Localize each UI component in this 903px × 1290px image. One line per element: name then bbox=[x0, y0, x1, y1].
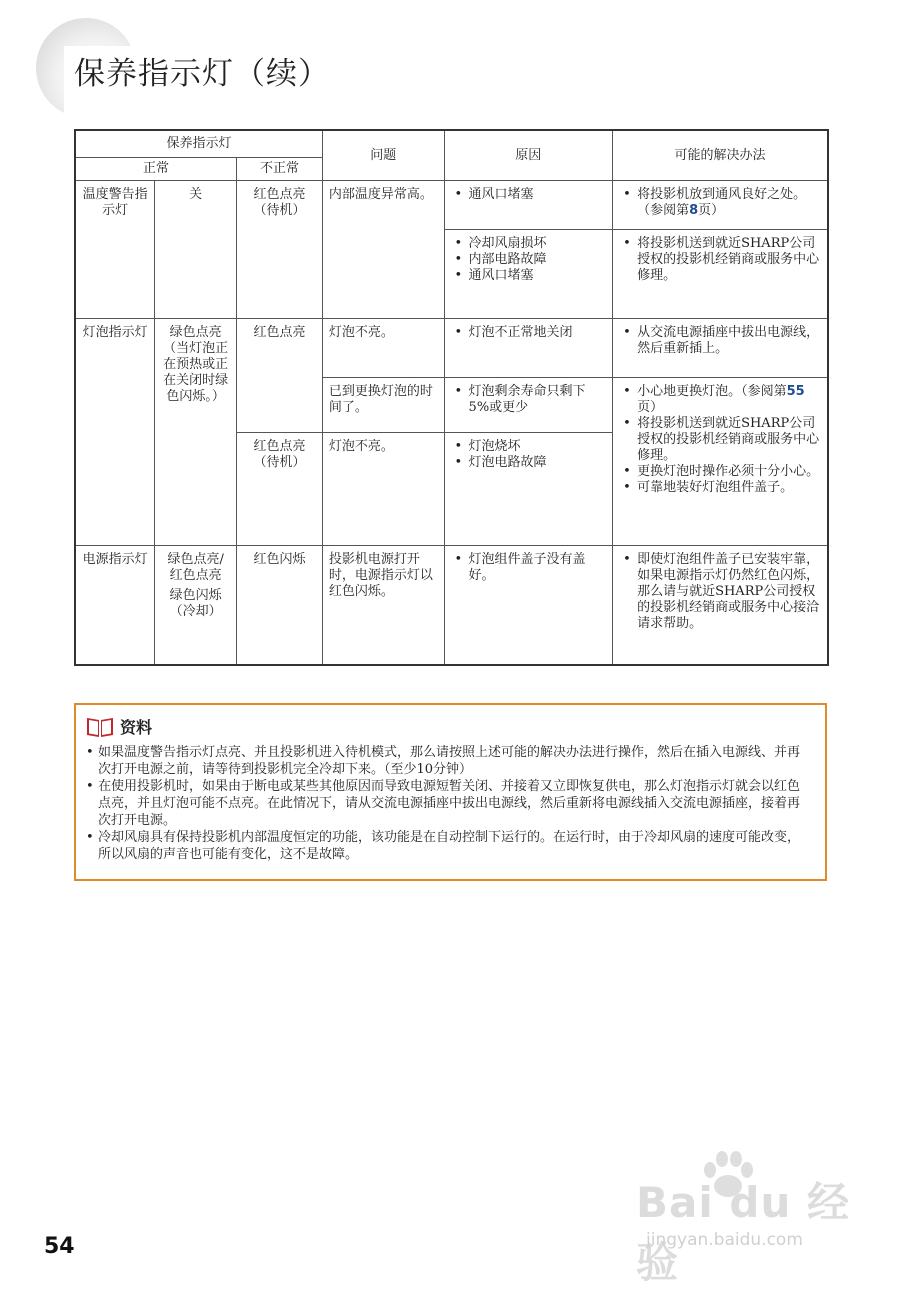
problem: 投影机电源打开时，电源指示灯以红色闪烁。 bbox=[322, 546, 444, 666]
cause-item: • 灯泡电路故障 bbox=[451, 455, 607, 471]
info-title: 资料 bbox=[120, 718, 153, 737]
list-item: • 在使用投影机时，如果由于断电或某些其他原因而导致电源短暂关闭、并接着又立即恢复供电，那么灯泡指示灯就会以红色点亮，并且灯泡可能不点亮。在此情况下，请从交流电源插座中拔出电源线，然后重新将电源线插入交流电源插座，接着再次打开电源。 bbox=[86, 778, 811, 829]
normal-state: 关 bbox=[155, 181, 237, 319]
cause-item: • 通风口堵塞 bbox=[451, 268, 607, 284]
page-ref[interactable]: 55 bbox=[786, 384, 805, 399]
indicator-name: 灯泡指示灯 bbox=[75, 319, 155, 546]
header-row bbox=[75, 130, 828, 158]
page-number: 54 bbox=[44, 1234, 75, 1259]
solution-item: • 即使灯泡组件盖子已安装牢靠，如果电源指示灯仍然红色闪烁，那么请与就近SHARP公司授权的投影机经销商或服务中心接洽请求帮助。 bbox=[619, 552, 821, 632]
indicator-name: 温度警告指示灯 bbox=[75, 181, 155, 319]
cause-item: • 灯泡剩余寿命只剩下5%或更少 bbox=[451, 384, 607, 416]
normal-state: 绿色点亮（当灯泡正在预热或正在关闭时绿色闪烁。） bbox=[155, 319, 237, 546]
header-indicator: 保养指示灯 bbox=[75, 130, 322, 158]
solution-item: • 更换灯泡时操作必须十分小心。 bbox=[619, 464, 821, 480]
problem: 灯泡不亮。 bbox=[322, 319, 444, 378]
solution-item: • 小心地更换灯泡。（参阅第55页） bbox=[619, 384, 821, 416]
watermark-text: Bai du 经验 bbox=[636, 1178, 850, 1287]
indicator-name: 电源指示灯 bbox=[75, 546, 155, 666]
cause-item: • 内部电路故障 bbox=[451, 252, 607, 268]
abnormal-state: 红色点亮（待机） bbox=[237, 433, 323, 546]
normal-state: 绿色点亮/红色点亮 绿色闪烁（冷却） bbox=[155, 546, 237, 666]
table-row bbox=[75, 181, 828, 230]
info-list bbox=[86, 744, 811, 863]
cause-item: • 灯泡不正常地关闭 bbox=[451, 325, 607, 341]
header-solution: 可能的解决办法 bbox=[613, 130, 828, 181]
page-ref[interactable]: 8 bbox=[689, 203, 699, 218]
solution-item: • 可靠地装好灯泡组件盖子。 bbox=[619, 480, 821, 496]
maintenance-indicator-table bbox=[74, 129, 829, 666]
cause-item: • 灯泡组件盖子没有盖好。 bbox=[451, 552, 607, 584]
header-abnormal: 不正常 bbox=[237, 158, 323, 181]
header-normal: 正常 bbox=[75, 158, 237, 181]
watermark-url: jingyan.baidu.com bbox=[646, 1230, 803, 1250]
solution-item: • 从交流电源插座中拔出电源线，然后重新插上。 bbox=[619, 325, 821, 357]
info-header bbox=[86, 715, 811, 738]
abnormal-state: 红色闪烁 bbox=[237, 546, 323, 666]
book-icon bbox=[86, 716, 114, 738]
problem: 灯泡不亮。 bbox=[322, 433, 444, 546]
cause-item: • 灯泡烧坏 bbox=[451, 439, 607, 455]
solution-item: • 将投影机放到通风良好之处。（参阅第8页） bbox=[619, 187, 821, 219]
table-row bbox=[75, 546, 828, 666]
solution-item: • 将投影机送到就近SHARP公司授权的投影机经销商或服务中心修理。 bbox=[619, 416, 821, 464]
table-row bbox=[75, 319, 828, 378]
problem: 已到更换灯泡的时间了。 bbox=[322, 378, 444, 433]
info-box bbox=[74, 703, 827, 881]
list-item: • 如果温度警告指示灯点亮、并且投影机进入待机模式，那么请按照上述可能的解决办法进行操作，然后在插入电源线、并再次打开电源之前，请等待到投影机完全冷却下来。（至少10分钟） bbox=[86, 744, 811, 778]
page-title: 保养指示灯（续） bbox=[74, 56, 330, 92]
cause-item: • 冷却风扇损坏 bbox=[451, 236, 607, 252]
cause-item: • 通风口堵塞 bbox=[451, 187, 607, 203]
problem: 内部温度异常高。 bbox=[322, 181, 444, 319]
watermark bbox=[636, 1150, 856, 1287]
list-item: • 冷却风扇具有保持投影机内部温度恒定的功能，该功能是在自动控制下运行的。在运行时，由于冷却风扇的速度可能改变，所以风扇的声音也可能有变化，这不是故障。 bbox=[86, 829, 811, 863]
solution-item: • 将投影机送到就近SHARP公司授权的投影机经销商或服务中心修理。 bbox=[619, 236, 821, 284]
header-problem: 问题 bbox=[322, 130, 444, 181]
header-cause: 原因 bbox=[444, 130, 613, 181]
abnormal-state: 红色点亮 bbox=[237, 319, 323, 378]
abnormal-state: 红色点亮（待机） bbox=[237, 181, 323, 319]
